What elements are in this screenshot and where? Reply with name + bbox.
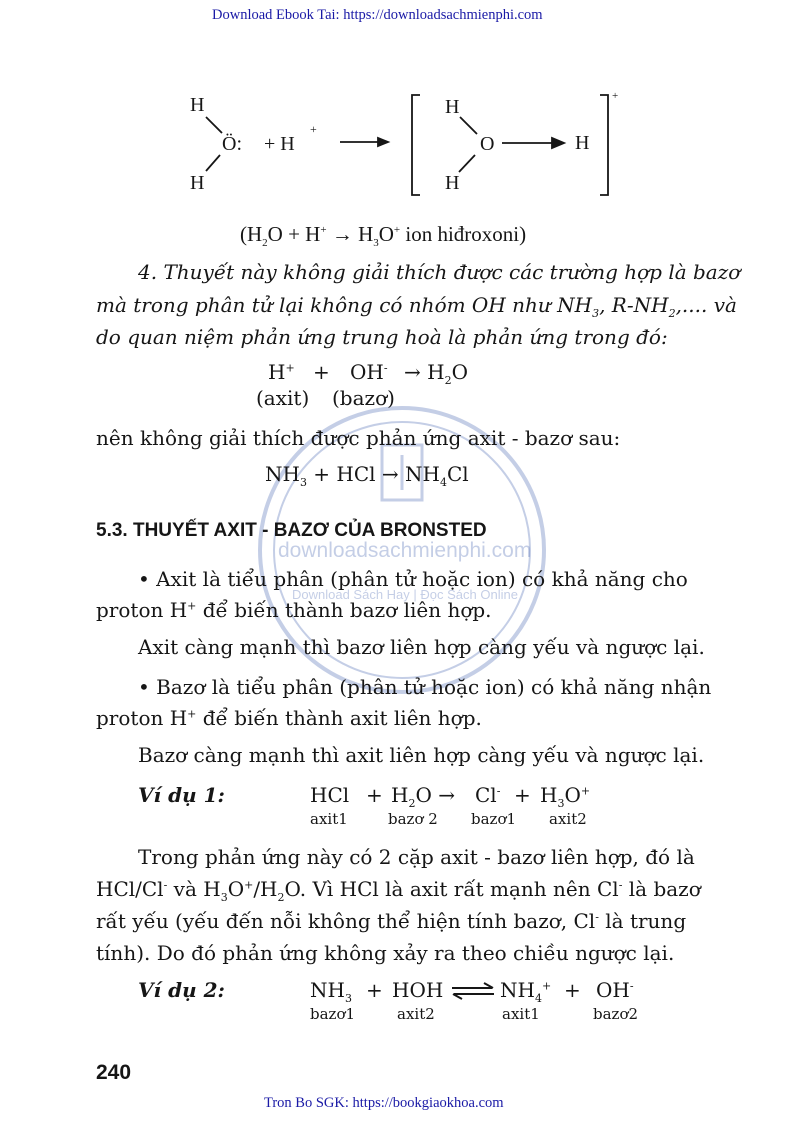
plus-superscript: + [310,122,317,136]
example1-term3: Cl- [475,783,501,807]
acid-definition-line1: • Axit là tiểu phân (phân tử hoặc ion) có khả năng cho [138,567,688,591]
equilibrium-arrows-icon [450,982,496,1000]
atom-h: H [190,172,205,194]
conjugate-pairs-line3: rất yếu (yếu đến nỗi không thể hiện tính bazơ, Cl- là trung [96,909,687,933]
nh3-hcl-equation: $NH_3$ + HCl → $NH_4Cl$ [265,462,469,489]
point4-line1: 4. Thuyết này không giải thích được các trường hợp là bazơ [138,260,741,284]
hydronium-diagram [180,85,630,205]
example2-role1: bazơ1 [310,1005,356,1023]
base-definition-line2: proton H+ để biến thành axit liên hợp. [96,706,482,730]
header-url[interactable]: https://downloadsachmienphi.com [343,7,543,23]
charge-plus: + [612,90,619,102]
base-strength-rule: Bazơ càng mạnh thì axit liên hợp càng yếu và ngược lại. [138,743,705,767]
example1-term4: $H_3O^+$ [540,783,591,810]
example1-term1: HCl [310,783,350,807]
equation-plus: + [313,360,330,384]
footer-link[interactable] [264,1095,504,1112]
footer-url[interactable]: https://bookgiaokhoa.com [352,1095,504,1111]
label-axit: (axit) [256,386,310,410]
watermark-text: downloadsachmienphi.com [278,539,532,562]
footer-prefix: Tron Bo SGK: [264,1095,353,1111]
example1-role2: bazơ 2 [388,810,438,828]
example1-role3: bazơ1 [471,810,517,828]
section-title: 5.3. THUYẾT AXIT - BAZƠ CỦA BRONSTED [96,520,487,541]
neutralization-equation: H+ [268,360,295,384]
equation-oh: OH- [350,360,388,384]
example2-term2: HOH [392,978,444,1002]
conjugate-pairs-line1: Trong phản ứng này có 2 cặp axit - bazơ liên hợp, đó là [138,845,695,869]
example2-term1: $NH_3$ [310,978,352,1005]
example2-role3: axit1 [502,1005,540,1023]
example1-term2: $H_2O$ → [391,783,455,810]
atom-h: H [190,94,205,116]
header-link[interactable] [212,7,543,24]
example2-role4: bazơ2 [593,1005,639,1023]
conjugate-pairs-line4: tính). Do đó phản ứng không xảy ra theo chiều ngược lại. [96,941,675,965]
page-number: 240 [96,1061,132,1084]
example1-plus2: + [514,783,531,807]
plus-h-ion: + H [264,133,295,155]
example2-plus2: + [564,978,581,1002]
equation-product: → $H_2O$ [404,360,468,387]
base-definition-line1: • Bazơ là tiểu phân (phân tử hoặc ion) có khả năng nhận [138,675,712,699]
point4-line3: do quan niệm phản ứng trung hoà là phản ứng trong đó: [96,325,668,349]
atom-h: H [445,172,460,194]
example1-role4: axit2 [549,810,587,828]
example1-role1: axit1 [310,810,348,828]
point4-line2: mà trong phân tử lại không có nhóm OH như $NH_3$, $R-NH_2$,.... và [96,293,737,320]
conjugate-pairs-line2: HCl/Cl- và $H_3O^+/H_2O$. Vì HCl là axit rất mạnh nên Cl- là bazơ [96,877,701,904]
acid-definition-line2: proton H+ để biến thành bazơ liên hợp. [96,598,492,622]
reaction-caption: ($H_2O + H^+ \to H_3O^+$ ion hiđroxoni) [240,222,527,250]
example1-plus1: + [366,783,383,807]
example2-term4: OH- [596,978,634,1002]
example2-plus1: + [366,978,383,1002]
example2-role2: axit2 [397,1005,435,1023]
example2-term3: $NH_4^+$ [500,978,552,1005]
label-bazo: (bazơ) [332,386,395,410]
example2-label: Ví dụ 2: [138,978,225,1002]
intro-sentence: nên không giải thích được phản ứng axit - bazơ sau: [96,426,621,450]
example1-label: Ví dụ 1: [138,783,225,807]
atom-h: H [575,132,590,154]
watermark-subtext: Download Sách Hay | Đọc Sách Online [292,587,518,602]
atom-o: O [480,133,495,155]
atom-h: H [445,96,460,118]
header-prefix: Download Ebook Tai: [212,7,344,23]
atom-o: Ö: [222,133,242,155]
acid-strength-rule: Axit càng mạnh thì bazơ liên hợp càng yếu và ngược lại. [138,635,705,659]
